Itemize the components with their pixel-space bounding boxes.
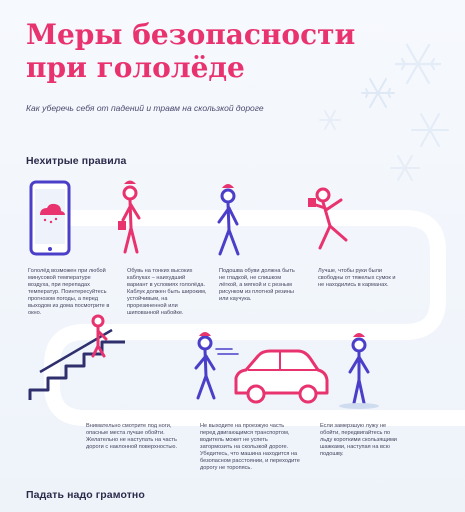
caption-weather: Гололёд возможен при любой минусовой температуре воздуха, при перепадах температур. Поинтересуйтесь прогнозом погоды, а перед выходом из дома посмотрите в окно.: [28, 268, 110, 316]
section-heading-rules: Нехитрые правила: [26, 155, 127, 167]
caption-heels: Обувь на тонких высоких каблуках – наихудший вариант в условиях гололёда. Каблук должен быть широким, устойчивым, на прорезиненной или шипованной набойке.: [127, 268, 207, 316]
caption-crossing: Не выходите на проезжую часть перед двигающимся транспортом, водитель может не успеть затормозить на скользкой дороге. Убедитесь, что машина находится на безопасном расстоянии, и переходите дорогу не торопясь.: [200, 423, 300, 471]
caption-ice: Если замерзшую лужу не обойти, передвигайтесь по льду короткими скользящими шажками, наступая на всю подошву.: [320, 423, 397, 457]
page-title: Меры безопасности при гололёде: [26, 18, 356, 84]
page-subtitle: Как уберечь себя от падений и травм на скользкой дороге: [26, 103, 264, 113]
caption-soles: Подошва обуви должна быть не гладкой, не слишком лёгкой, а мягкой и с резным рисунком из плотной резины или каучука.: [219, 268, 295, 302]
section-heading-falling: Падать надо грамотно: [26, 489, 145, 501]
caption-hands: Лучше, чтобы руки были свободны от тяжелых сумок и не находились в карманах.: [318, 268, 396, 288]
caption-stairs: Внимательно смотрите под ноги, опасные места лучше обойти. Желательно не наступать на часть дороги с наклонной поверхностью.: [86, 423, 178, 450]
